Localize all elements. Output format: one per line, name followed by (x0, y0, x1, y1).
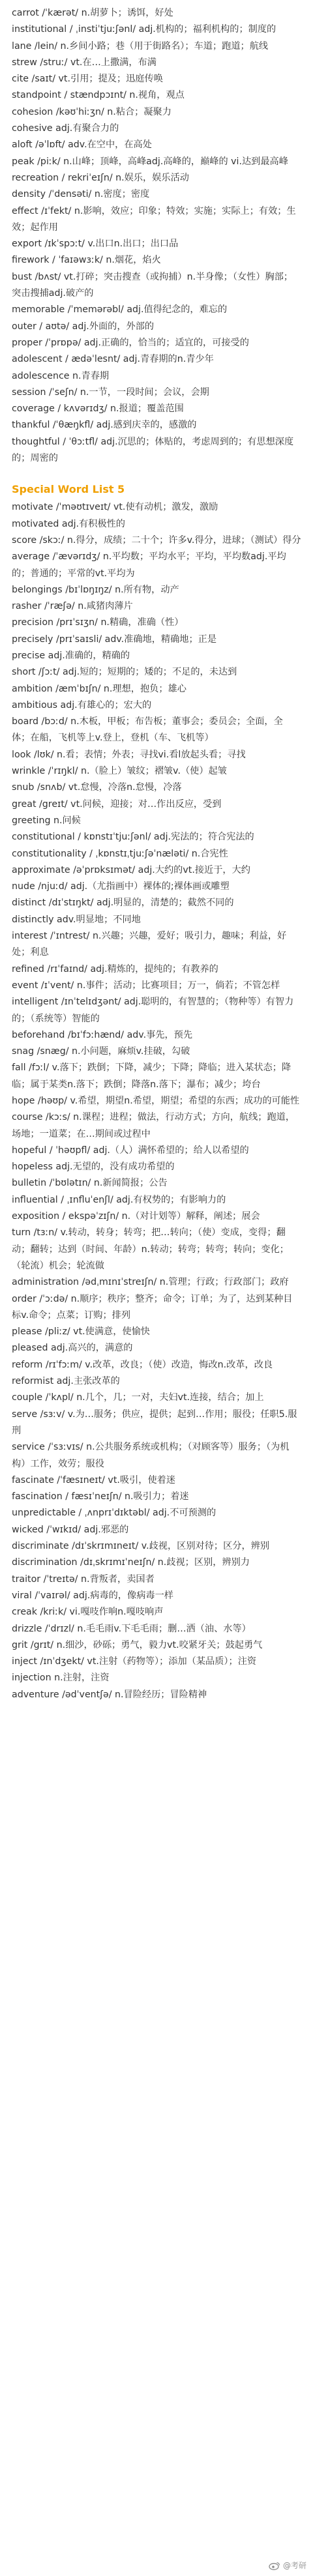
vocab-entry: hopeful / ˈhəʊpfl/ adj.（人）满怀希望的；给人以希望的 (12, 1145, 249, 1156)
vocab-entry: precisely /prɪˈsaɪsli/ adv.准确地，精确地；正是 (12, 634, 217, 645)
vocab-entry: outer / aʊtə/ adj.外面的，外部的 (12, 321, 155, 332)
vocab-entry: event /ɪˈvent/ n.事件；活动；比赛项目；万一，倘若；不管怎样 (12, 980, 280, 991)
vocab-entry: coverage / kʌvərɪdʒ/ n.报道；覆盖范围 (12, 403, 184, 415)
vocab-entry: ambitious adj.有雄心的；宏大的 (12, 699, 152, 710)
vocab-entry: adventure /ədˈventʃə/ n.冒险经历；冒险精神 (12, 1689, 207, 1700)
vocab-entry: institutional / ˌinstiˈtjuːʃənl/ adj.机构的；福利机构的；制度的 (12, 24, 276, 35)
vocab-entry: export /ɪkˈspɔːt/ v.出口n.出口；出口品 (12, 239, 179, 250)
vocab-entry: peak /piːk/ n.山峰；顶峰，高峰adj.高峰的，巅峰的 vi.达到最高峰 (12, 156, 288, 167)
vocab-entry: precision /prɪˈsɪʒn/ n.精确，准确（性） (12, 617, 184, 628)
vocab-entry: interest /ˈɪntrest/ n.兴趣；兴趣，爱好；吸引力，趣味；利益，好处；利息 (12, 931, 287, 958)
vocab-entry: constitutionality / ˌkɒnstɪˌtjuːʃəˈnæləti/ n.合宪性 (12, 848, 228, 859)
vocab-entry: adolescence n.青春期 (12, 370, 110, 381)
vocab-entry: precise adj.准确的，精确的 (12, 650, 130, 661)
vocab-entry: fascinate /ˈfæsɪneɪt/ vt.吸引，使着迷 (12, 1474, 176, 1486)
vocab-entry: board /bɔːd/ n.木板，甲板；布告板；董事会；委员会；全面，全体；在船，飞机等上v.登上，登机（车、飞机等） (12, 716, 283, 744)
watermark-text: @考研 (282, 2561, 306, 2570)
vocab-entry: score /skɔː/ n.得分，成绩；二十个；许多v.得分，进球；（测试）得分 (12, 534, 301, 546)
vocab-entry: hope /həʊp/ v.希望，期望n.希望，期望；希望的东西；成功的可能性 (12, 1096, 300, 1106)
vocab-entry: hopeless adj.无望的，没有成功希望的 (12, 1162, 175, 1173)
vocab-entry: short /ʃɔːt/ adj.短的；短期的；矮的；不足的，未达到 (12, 667, 237, 678)
vocab-entry: unpredictable / ˌʌnprɪˈdɪktəbl/ adj.不可预测的 (12, 1508, 216, 1519)
vocab-entry: discriminate /dɪˈskrɪmɪneɪt/ v.歧视，区别对待；区分，辨别 (12, 1541, 270, 1552)
vocab-entry: administration /ədˌmɪnɪˈstreɪʃn/ n.管理；行政；行政部门；政府 (12, 1277, 289, 1288)
weibo-icon (269, 2561, 280, 2570)
vocab-list-1 (12, 5, 301, 467)
vocab-entry: fall /fɔːl/ v.落下；跌倒；下降，减少；下降；降临；进入某状态；降临；属于某类n.落下；跌倒；降落n.落下；瀑布；减少；垮台 (12, 1062, 291, 1090)
vocab-entry: snag /snæg/ n.小问题，麻烦v.挂破，勾破 (12, 1046, 190, 1057)
vocab-entry: thankful /ˈθæŋkfl/ adj.感到庆幸的，感激的 (12, 420, 197, 431)
vocab-entry: rasher /ˈræʃə/ n.咸猪肉薄片 (12, 601, 133, 612)
vocab-entry: great /greɪt/ vt.问候，迎接；对…作出反应，受到 (12, 798, 222, 810)
vocab-entry: reformist adj.主张改革的 (12, 1376, 120, 1387)
vocab-entry: distinctly adv.明显地；不同地 (12, 914, 141, 925)
vocab-entry: thoughtful / ˈθɔːtfl/ adj.沉思的；体贴的，考虑周到的；有思想深度的；周密的 (12, 436, 294, 464)
vocab-entry: constitutional / kɒnstɪˈtjuːʃənl/ adj.宪法的；符合宪法的 (12, 832, 254, 843)
vocab-entry: look /lʊk/ n.看；表情；外表；寻找vi.看l放起头看；寻找 (12, 749, 246, 760)
vocab-entry: cohesion /kəʊˈhiːʒn/ n.粘合；凝聚力 (12, 106, 171, 117)
vocab-entry: bust /bʌst/ vt.打碎；突击搜查（或拘捕）n.半身像；（女性）胸部；突击搜捕adj.破产的 (12, 271, 293, 299)
vocab-list-2 (12, 499, 301, 1703)
vocab-entry: motivate /ˈməʊtɪveɪt/ vt.使有动机；激发，激励 (12, 502, 218, 513)
vocab-entry: order /ˈɔːdə/ n.顺序；秩序；整齐；命令；订单；为了，达到某种目标v.命令；点菜；订购；排列 (12, 1293, 293, 1321)
vocab-entry: adolescent / ædəˈlesnt/ adj.青春期的n.青少年 (12, 354, 214, 365)
vocab-entry: cohesive adj.有聚合力的 (12, 123, 119, 134)
vocab-entry: firework / ˈfaɪəwɜːk/ n.烟花，焰火 (12, 255, 161, 266)
vocab-entry: lane /lein/ n.乡间小路；巷（用于街路名）；车道；跑道；航线 (12, 40, 269, 51)
vocab-entry: density /ˈdensəti/ n.密度；密度 (12, 189, 150, 200)
vocab-entry: carrot /ˈkærət/ n.胡萝卜；诱饵，好处 (12, 8, 173, 18)
vocab-entry: proper /ˈprɒpə/ adj.正确的，恰当的；适宜的，可接受的 (12, 337, 249, 348)
vocab-entry: wicked /ˈwɪkɪd/ adj.邪恶的 (12, 1524, 129, 1535)
section-title: Special Word List 5 (12, 483, 125, 496)
vocab-entry: motivated adj.有积极性的 (12, 518, 125, 529)
vocab-entry: influential / ˌɪnfluˈenʃl/ adj.有权势的；有影响力的 (12, 1194, 226, 1205)
vocab-entry: strew /struː/ vt.在…上撒满，布满 (12, 57, 156, 68)
vocab-entry: snub /snʌb/ vt.怠慢，冷落n.怠慢，冷落 (12, 782, 182, 793)
vocab-entry: refined /rɪˈfaɪnd/ adj.精炼的，提纯的；有教养的 (12, 963, 218, 974)
vocab-entry: intelligent /ɪnˈtelɪdʒənt/ adj.聪明的，有智慧的；（物种等）有智力的；（系统等）智能的 (12, 997, 294, 1024)
vocab-entry: memorable /ˈmemərəbl/ adj.值得纪念的，难忘的 (12, 304, 228, 315)
vocab-entry: aloft /əˈlɒft/ adv.在空中，在高处 (12, 139, 152, 151)
vocab-entry: grit /grɪt/ n.细沙，砂砾；勇气，毅力vt.咬紧牙关；鼓起勇气 (12, 1639, 263, 1650)
vocab-entry: standpoint / stændpɔɪnt/ n.视角，观点 (12, 90, 185, 101)
watermark (269, 2560, 306, 2571)
vocab-entry: wrinkle /ˈrɪŋkl/ n.（脸上）皱纹；褶皱v.（使）起皱 (12, 766, 227, 777)
vocab-entry: approximate /əˈprɒksɪmət/ adj.大约的vt.接近于，大约 (12, 864, 250, 875)
vocab-entry: inject /ɪnˈdʒekt/ vt.注射（药物等）；添加（某品质）；注资 (12, 1656, 257, 1667)
vocab-entry: exposition / ekspəˈzɪʃn/ n.（对计划等）解释，阐述；展会 (12, 1211, 260, 1222)
vocab-entry: discrimination /dɪˌskrɪmɪˈneɪʃn/ n.歧视；区别，辨别力 (12, 1557, 250, 1568)
vocab-entry: beforehand /bɪˈfɔːhænd/ adv.事先，预先 (12, 1029, 193, 1040)
vocab-entry: distinct /dɪˈstɪŋkt/ adj.明显的，清楚的；截然不同的 (12, 898, 234, 909)
vocab-entry: creak /kriːk/ vi.嘎吱作响n.嘎吱响声 (12, 1607, 164, 1618)
vocab-entry: cite /saɪt/ vt.引用；提及；迅庭传唤 (12, 74, 163, 85)
vocab-entry: please /pliːz/ vt.使满意，使愉快 (12, 1326, 150, 1338)
vocab-entry: viral /ˈvaɪrəl/ adj.病毒的，像病毒一样 (12, 1590, 173, 1601)
vocab-entry: turn /tɜːn/ v.转动，转身；转弯；把…转向；（使）变成，变得；翻动；翻转；达到（时间、年龄）n.转动；转弯；转弯；转向；变化；（轮流）机会；轮流做 (12, 1227, 289, 1271)
vocab-entry: fascination / fæsɪˈneɪʃn/ n.吸引力；着迷 (12, 1491, 189, 1502)
vocab-entry: serve /sɜːv/ v.为…服务；供应，提供；起到…作用；服役；任职5.服刑 (12, 1409, 297, 1436)
vocab-entry: belongings /bɪˈlɒŋɪŋz/ n.所有物，动产 (12, 584, 179, 595)
vocab-entry: nude /njuːd/ adj.（尤指画中）裸体的;裸体画或雕塑 (12, 881, 230, 892)
vocab-entry: course /kɔːs/ n.课程；进程；做法，行动方式；方向，航线；跑道，场地；一道菜；在…期间或过程中 (12, 1112, 295, 1139)
vocab-entry: average /ˈævərɪdʒ/ n.平均数；平均水平；平均，平均数adj.平均的；普通的；平常的vt.平均为 (12, 551, 286, 579)
vocab-entry: session /ˈseʃn/ n.一节，一段时间；会议，会期 (12, 387, 209, 398)
vocab-entry: injection n.注射，注资 (12, 1673, 110, 1684)
vocab-entry: recreation / rekriˈeɪʃn/ n.娱乐，娱乐活动 (12, 172, 189, 183)
vocab-entry: couple /ˈkʌpl/ n.几个，几；一对，夫妇vt.连接，结合；加上 (12, 1392, 264, 1403)
vocab-entry: effect /ɪˈfekt/ n.影响，效应；印象；特效；实施；实际上；有效；生效；起作用 (12, 205, 296, 233)
vocab-entry: traitor /ˈtreɪtə/ n.背叛者，卖国者 (12, 1573, 155, 1585)
vocab-entry: pleased adj.高兴的，满意的 (12, 1343, 133, 1354)
section-gap (12, 467, 301, 481)
vocab-entry: greeting n.问候 (12, 815, 81, 826)
vocab-entry: reform /rɪˈfɔːm/ v.改革，改良；（使）改造，悔改n.改革，改良 (12, 1359, 273, 1370)
vocab-entry: ambition /æmˈbɪʃn/ n.理想，抱负；雄心 (12, 683, 186, 694)
vocab-entry: service /ˈsɜːvɪs/ n.公共服务系统或机构；（对顾客等）服务；（为机构）工作，效劳；服役 (12, 1442, 290, 1469)
vocab-entry: drizzle /ˈdrɪzl/ n.毛毛雨v.下毛毛雨；删…洒（油、水等） (12, 1623, 251, 1634)
vocab-entry: bulletin /ˈbʊlətɪn/ n.新闻简报；公告 (12, 1178, 168, 1189)
